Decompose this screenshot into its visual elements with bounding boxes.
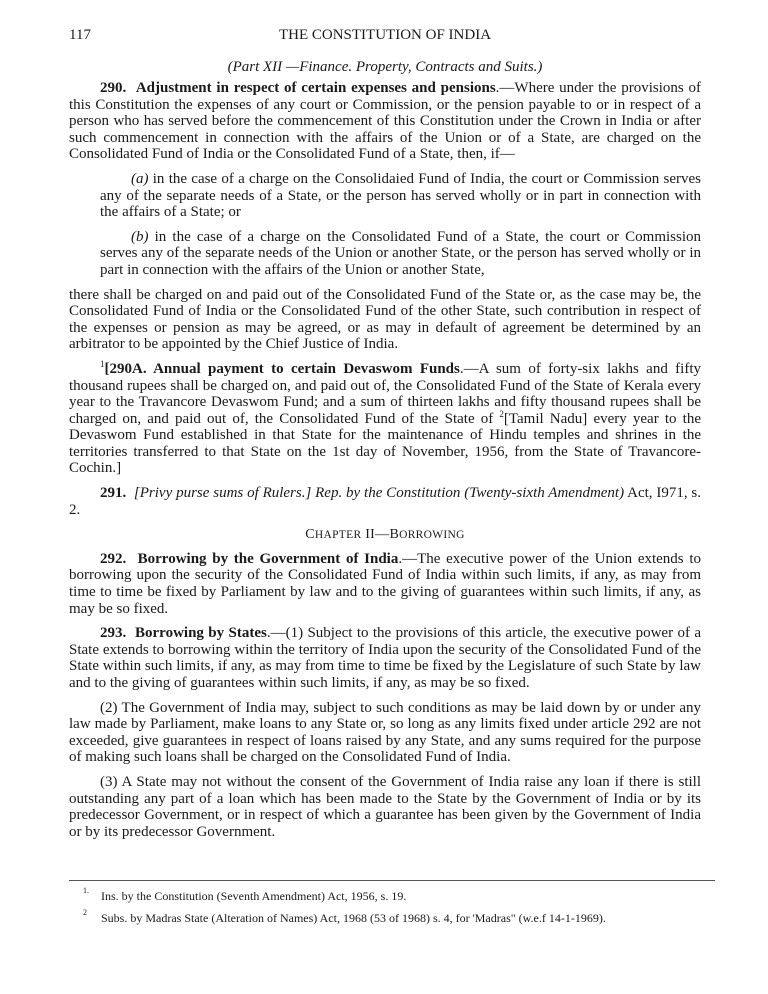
document-body [69, 80, 701, 840]
clause-a [100, 171, 701, 221]
article-text: Act, I971, s. 2. [69, 485, 702, 518]
document-title: THE CONSTITUTION OF INDIA [278, 27, 492, 43]
article-293 [69, 625, 701, 691]
footnote-text: Ins. by the Constitution (Seventh Amendment) Act, 1956, s. 19. [101, 889, 407, 903]
clause-label: (b) [131, 228, 149, 245]
clause-text: in the case of a charge on the Consolidaied Fund of India, the court or Commission serves any of the separate needs of a State, or the person has served wholly or in part in connection with the affairs of a State; or [100, 170, 701, 221]
footnote-mark: 2 [83, 908, 87, 917]
chapter-heading [69, 527, 701, 544]
article-291 [69, 485, 701, 518]
article-text: .—(1) Subject to the provisions of this article, the executive power of a State extends to borrowing within the territory of India upon the security of the Consolidated Fund of the State within such limits, if any, as may from time to time be fixed by the Legislature of such State by law and to the giving of guarantees within such limits, if any, as may be so fixed. [69, 625, 701, 691]
footnote-text: Subs. by Madras State (Alteration of Names) Act, 1968 (53 of 1968) s. 4, for 'Madras" (w.e.f 14-1-1969). [101, 911, 606, 925]
running-header [69, 27, 701, 47]
chapter-cap: B [389, 527, 400, 543]
article-text: [Privy purse sums of Rulers.] Rep. by the Constitution (Twenty-sixth Amendment) [133, 485, 625, 502]
article-text: .—The executive power of the Union extends to borrowing upon the security of the Consolidated Fund of India within such limits, if any, as may from time to time be fixed by Parliament by law and to the giving of guarantees within such limits, if any, as may be so fixed. [69, 550, 701, 617]
footnote-mark: 1. [83, 886, 89, 895]
chapter-word: HAPTER [314, 529, 362, 542]
article-number: 290. [100, 80, 127, 96]
article-290 [69, 80, 701, 163]
article-number: 292. [100, 550, 127, 567]
article-293-clause-2: (2) The Government of India may, subject to such conditions as may be laid down by or under any law made by Parliament, make loans to any State or, so long as any limits fixed under article 292 are not exceeded, give guarantees in respect of loans raised by any State, and any sums required for the purpose of making such loans shall be charged on the Consolidated Fund of India. [69, 699, 701, 766]
footnote-divider [69, 880, 715, 881]
article-number: 291. [100, 485, 127, 502]
article-293-clause-3: (3) A State may not without the consent of the Government of India raise any loan if there is still outstanding any part of a loan which has been made to the State by the Government of India or by its predecessor Government, or in respect of which a guarantee has been given by the Government of India or by its predecessor Government. [69, 773, 701, 840]
footnote-ref[interactable]: 2 [499, 408, 504, 419]
article-text: [Tamil Nadu] every year to the Devaswom Fund established in that State for the maintenance of Hindu temples and shrines in the territories transferred to that State on the 1st day of November, 1956, from the State of Travancore-Cochin.] [69, 410, 701, 477]
article-292 [69, 551, 701, 617]
article-heading: Borrowing by the Government of India [137, 550, 399, 567]
article-text: .—A sum of forty-six lakhs and fifty thousand rupees shall be charged on, and paid out of, the Consolidated Fund of the State of Kerala every year to the Travancore Devaswom Fund; and a sum of thirteen lakhs and fifty thousand rupees shall be charged on, and paid out of, the Consolidated Fund of the State of [69, 360, 702, 427]
clause-b [100, 229, 701, 279]
article-heading: Adjustment in respect of certain expenses and pensions [135, 80, 496, 96]
chapter-cap: C [305, 527, 315, 543]
article-heading: Borrowing by States [135, 625, 267, 642]
article-heading: [290A. Annual payment to certain Devaswom Funds [104, 360, 460, 377]
article-number: 293. [100, 625, 127, 642]
chapter-number: II— [361, 527, 390, 543]
part-heading: (Part XII —Finance. Property, Contracts and Suits.) [227, 59, 543, 75]
chapter-title: ORROWING [399, 529, 465, 542]
footnote-ref[interactable]: 1 [100, 358, 105, 369]
article-290A [69, 358, 702, 477]
page-number: 117 [69, 27, 91, 43]
article-290-tail: there shall be charged on and paid out of the Consolidated Fund of the State or, as the case may be, the Consolidated Fund of India or the Consolidated Fund of the other State, such contribution in respect of the expenses or pension as may be agreed, or as may in default of agreement be determined by an arbitrator to be appointed by the Chief Justice of India. [69, 286, 701, 353]
clause-label: (a) [131, 170, 149, 187]
clause-text: in the case of a charge on the Consolidated Fund of a State, the court or Commission serves any of the separate needs of the Union or another State, or the person has served wholly or in part in connection with the affairs of the Union or another State, [100, 228, 701, 278]
article-text: .—Where under the provisions of this Constitution the expenses of any court or Commission, or the pension payable to or in respect of a person who has served before the commencement of this Constitution under the Crown in India or after such commencement in connection with the affairs of the Union or of a State, are charged on the Consolidated Fund of India or the Consolidated Fund of a State, then, if— [69, 80, 701, 163]
